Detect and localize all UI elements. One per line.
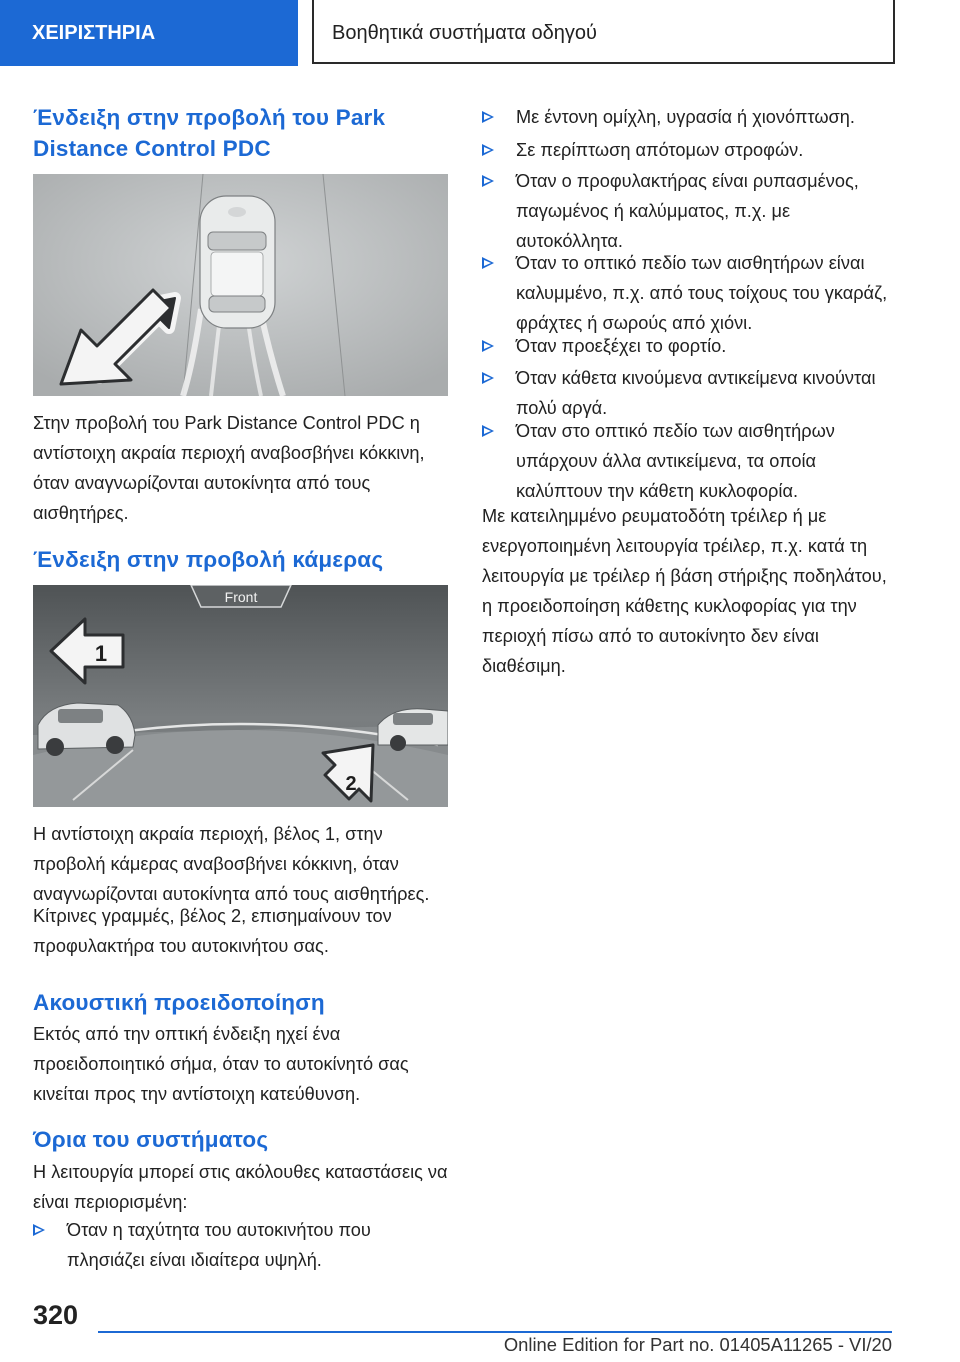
- arrow-1-label: 1: [94, 641, 108, 666]
- chapter-tab[interactable]: ΧΕΙΡΙΣΤΗΡΙΑ: [0, 0, 298, 66]
- list-item-text: Όταν κάθετα κινούμενα αντικείμενα κινούνται πολύ αργά.: [516, 368, 876, 418]
- list-item: [482, 363, 898, 423]
- footer-divider: [98, 1331, 892, 1333]
- pdc-description: Στην προβολή του Park Distance Control PDC η αντίστοιχη ακραία περιοχή αναβοσβήνει κόκκινη, όταν αναγνωρίζονται αυτοκίνητα από τους αισθητήρες.: [33, 413, 425, 523]
- page-number: 320: [33, 1300, 79, 1330]
- front-label: Front: [224, 589, 258, 605]
- bullet-triangle-icon: [482, 372, 494, 384]
- page-header: [0, 0, 960, 66]
- heading-camera-display: Ένδειξη στην προβολή κάμερας: [33, 547, 384, 572]
- list-item: [33, 1215, 449, 1275]
- bullet-triangle-icon: [482, 175, 494, 187]
- bullet-triangle-icon: [482, 425, 494, 437]
- car-left-icon: [38, 703, 135, 756]
- bullet-triangle-icon: [482, 257, 494, 269]
- bullet-triangle-icon: [482, 144, 494, 156]
- acoustic-description: Εκτός από την οπτική ένδειξη ηχεί ένα προειδοποιητικό σήμα, όταν το αυτοκίνητό σας κινείται προς την αντίστοιχη κατεύθυνση.: [33, 1024, 409, 1104]
- list-item: [482, 166, 898, 256]
- edition-note: Online Edition for Part no. 01405A11265 - VI/20: [503, 1334, 892, 1355]
- list-item: [482, 331, 898, 361]
- camera-description-1: Η αντίστοιχη ακραία περιοχή, βέλος 1, στην προβολή κάμερας αναβοσβήνει κόκκινη, όταν αναγνωρίζονται αυτοκίνητα από τους αισθητήρες.: [33, 824, 430, 904]
- section-title: Βοηθητικά συστήματα οδηγού: [312, 0, 895, 64]
- bullet-triangle-icon: [33, 1224, 45, 1236]
- list-item-text: Με έντονη ομίχλη, υγρασία ή χιονόπτωση.: [516, 107, 855, 127]
- pdc-display-image: [33, 174, 448, 396]
- car-top-view: [200, 196, 275, 328]
- bullet-triangle-icon: [482, 340, 494, 352]
- heading-acoustic-warning: Ακουστική προειδοποίηση: [33, 990, 325, 1015]
- list-item-text: Όταν η ταχύτητα του αυτοκινήτου που πλησιάζει είναι ιδιαίτερα υψηλή.: [67, 1220, 371, 1270]
- pdc-illustration: [33, 174, 448, 396]
- trailer-note: Με κατειλημμένο ρευματοδότη τρέιλερ ή με ενεργοποιημένη λειτουργία τρέιλερ, π.χ. κατά τη λειτουργία με τρέιλερ ή βάση στήριξης ποδηλάτου, η προειδοποίηση κάθετης κυκλοφορίας για την περιοχή πίσω από το αυτοκίνητο δεν είναι διαθέσιμη.: [482, 506, 887, 676]
- list-item-text: Όταν το οπτικό πεδίο των αισθητήρων είναι καλυμμένο, π.χ. από τους τοίχους του γκαράζ, φράχτες ή σωρούς από χιόνι.: [516, 253, 888, 333]
- list-item: [482, 135, 898, 165]
- list-item-text: Όταν στο οπτικό πεδίο των αισθητήρων υπάρχουν άλλα αντικείμενα, τα οποία καλύπτουν την κάθετη κυκλοφορία.: [516, 421, 835, 501]
- arrow-2-label: 2: [345, 773, 357, 795]
- heading-system-limits: Όρια του συστήματος: [33, 1127, 269, 1152]
- list-item-text: Όταν ο προφυλακτήρας είναι ρυπασμένος, παγωμένος ή καλύμματος, π.χ. με αυτοκόλλητα.: [516, 171, 859, 251]
- system-limits-intro: Η λειτουργία μπορεί στις ακόλουθες καταστάσεις να είναι περιορισμένη:: [33, 1162, 448, 1212]
- list-item: [482, 248, 898, 338]
- list-item: [482, 102, 898, 132]
- camera-view-image: [33, 585, 448, 807]
- camera-description-2: Κίτρινες γραμμές, βέλος 2, επισημαίνουν τον προφυλακτήρα του αυτοκινήτου σας.: [33, 906, 392, 956]
- heading-pdc-display: Ένδειξη στην προβολή του Park Distance Control PDC: [33, 105, 386, 161]
- list-item: [482, 416, 898, 506]
- camera-illustration: [33, 585, 448, 807]
- list-item-text: Σε περίπτωση απότομων στροφών.: [516, 140, 804, 160]
- list-item-text: Όταν προεξέχει το φορτίο.: [516, 336, 727, 356]
- bullet-triangle-icon: [482, 111, 494, 123]
